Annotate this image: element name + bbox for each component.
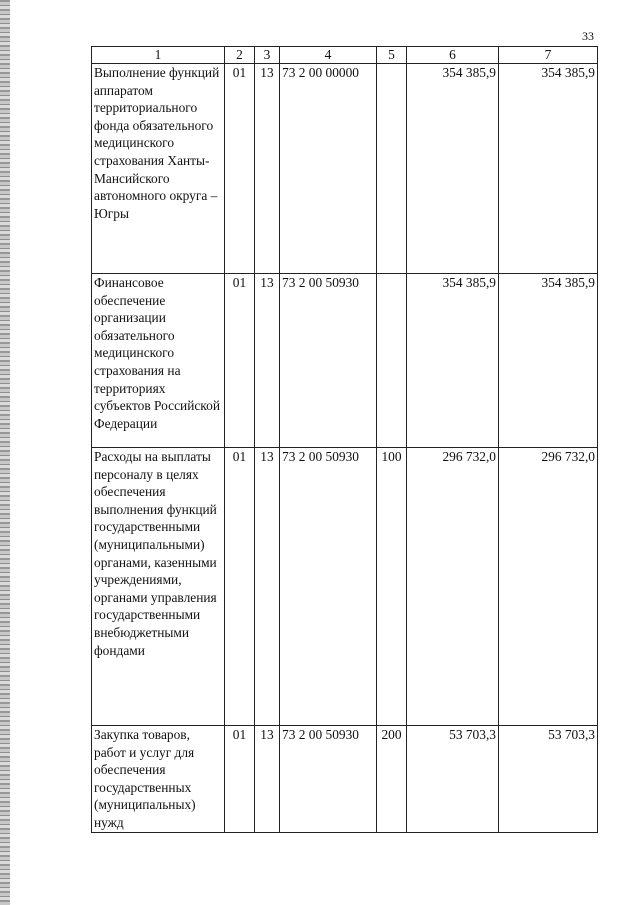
header-col-3: 3 [255, 47, 280, 64]
row-expense-type: 100 [377, 448, 407, 726]
row-section: 01 [225, 64, 255, 274]
header-row [92, 47, 598, 64]
header-col-4: 4 [280, 47, 377, 64]
table-row [92, 726, 598, 833]
row-amount-2: 296 732,0 [499, 448, 598, 726]
row-expense-type [377, 274, 407, 448]
header-col-7: 7 [499, 47, 598, 64]
header-col-5: 5 [377, 47, 407, 64]
row-subsection: 13 [255, 726, 280, 833]
row-name: Выполнение функций аппаратом территориального фонда обязательного медицинского страхования Ханты-Мансийского автономного округа – Югры [92, 64, 225, 274]
row-amount-1: 296 732,0 [407, 448, 499, 726]
scan-edge-artifact [0, 0, 10, 905]
row-expense-type: 200 [377, 726, 407, 833]
row-target-article: 73 2 00 50930 [280, 448, 377, 726]
page-number: 33 [582, 29, 594, 43]
row-name: Закупка товаров, работ и услуг для обеспечения государственных (муниципальных) нужд [92, 726, 225, 833]
row-amount-2: 354 385,9 [499, 64, 598, 274]
row-amount-1: 53 703,3 [407, 726, 499, 833]
row-subsection: 13 [255, 448, 280, 726]
table-row [92, 448, 598, 726]
header-col-2: 2 [225, 47, 255, 64]
row-name: Финансовое обеспечение организации обязательного медицинского страхования на территориях субъектов Российской Федерации [92, 274, 225, 448]
table-row [92, 64, 598, 274]
row-amount-2: 354 385,9 [499, 274, 598, 448]
row-expense-type [377, 64, 407, 274]
row-section: 01 [225, 448, 255, 726]
header-col-6: 6 [407, 47, 499, 64]
row-subsection: 13 [255, 274, 280, 448]
row-section: 01 [225, 274, 255, 448]
row-target-article: 73 2 00 00000 [280, 64, 377, 274]
row-section: 01 [225, 726, 255, 833]
budget-table [91, 46, 598, 833]
row-amount-1: 354 385,9 [407, 64, 499, 274]
row-target-article: 73 2 00 50930 [280, 726, 377, 833]
header-col-1: 1 [92, 47, 225, 64]
row-name: Расходы на выплаты персоналу в целях обеспечения выполнения функций государственными (муниципальными) органами, казенными учреждениями, органами управления государственными внебюджетными фондами [92, 448, 225, 726]
row-amount-1: 354 385,9 [407, 274, 499, 448]
row-target-article: 73 2 00 50930 [280, 274, 377, 448]
table-row [92, 274, 598, 448]
row-amount-2: 53 703,3 [499, 726, 598, 833]
row-subsection: 13 [255, 64, 280, 274]
